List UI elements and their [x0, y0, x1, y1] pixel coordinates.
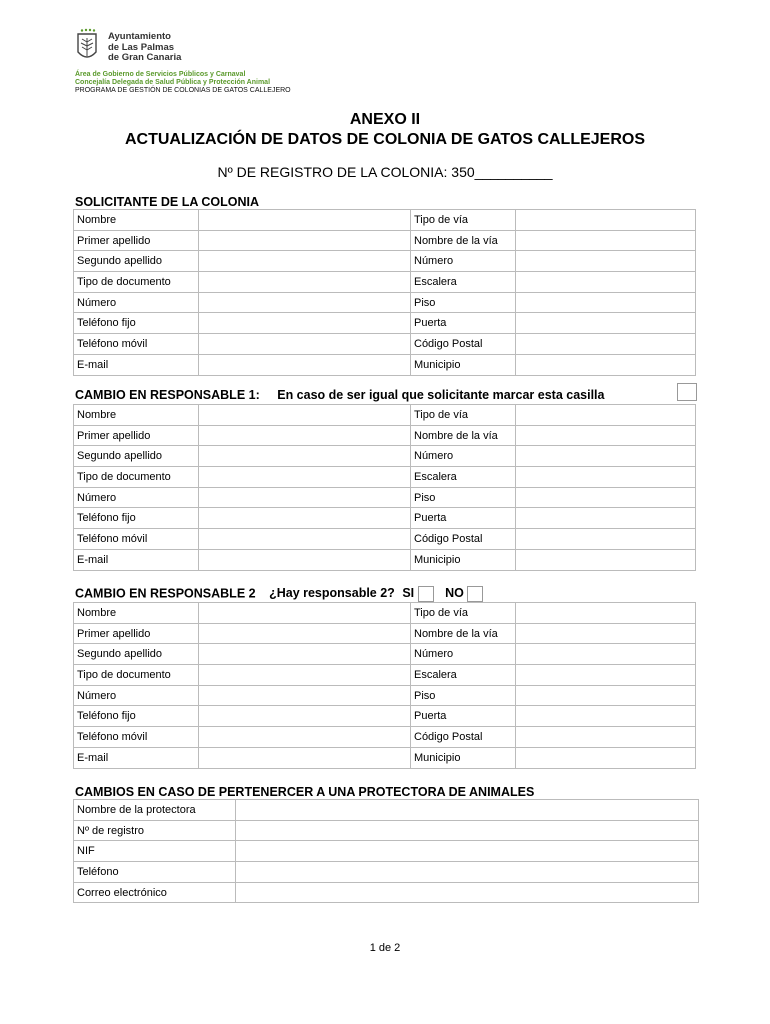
dept-area: Área de Gobierno de Servicios Públicos y Carnaval — [75, 71, 246, 78]
table-row — [74, 685, 696, 706]
field-label-codigo-postal: Código Postal — [411, 529, 516, 550]
field-label-primer-apellido: Primer apellido — [74, 623, 199, 644]
table-row — [74, 405, 696, 426]
table-row — [74, 603, 696, 624]
field-label-telefono: Teléfono — [74, 862, 236, 883]
department-lines — [75, 71, 291, 95]
table-row — [74, 623, 696, 644]
field-label-nombre: Nombre — [74, 603, 199, 624]
field-label-codigo-postal: Código Postal — [411, 727, 516, 748]
section-title-resp2 — [75, 586, 483, 602]
dept-programa: PROGRAMA DE GESTIÓN DE COLONIAS DE GATOS CALLEJERO — [75, 87, 291, 94]
field-label-telefono-fijo: Teléfono fijo — [74, 313, 199, 334]
field-input-nombre[interactable] — [199, 603, 411, 624]
table-row — [74, 841, 699, 862]
field-input-nombre-de-la-via[interactable] — [516, 623, 696, 644]
annex-heading: ANEXO II — [349, 111, 421, 128]
responsable1-table — [73, 404, 696, 571]
field-input-codigo-postal[interactable] — [516, 529, 696, 550]
resp2-si-label: SI — [402, 586, 415, 601]
field-label-primer-apellido: Primer apellido — [74, 425, 199, 446]
table-row — [74, 644, 696, 665]
field-input-puerta[interactable] — [516, 508, 696, 529]
field-input-e-mail[interactable] — [199, 354, 411, 375]
field-label-puerta: Puerta — [411, 313, 516, 334]
field-input-telefono-movil[interactable] — [199, 334, 411, 355]
field-label-numero: Número — [411, 446, 516, 467]
org-name-line: Ayuntamiento — [108, 31, 171, 42]
field-input-nombre[interactable] — [199, 210, 411, 231]
field-label-municipio: Municipio — [411, 549, 516, 570]
field-input-telefono-movil[interactable] — [199, 727, 411, 748]
field-input-tipo-de-via[interactable] — [516, 603, 696, 624]
field-input-puerta[interactable] — [516, 706, 696, 727]
field-input-segundo-apellido[interactable] — [199, 251, 411, 272]
field-input-numero[interactable] — [516, 644, 696, 665]
field-input-numero[interactable] — [199, 685, 411, 706]
field-input-escalera[interactable] — [516, 467, 696, 488]
field-input-telefono-fijo[interactable] — [199, 706, 411, 727]
field-input-escalera[interactable] — [516, 665, 696, 686]
field-label-nombre: Nombre — [74, 405, 199, 426]
table-row — [74, 313, 696, 334]
city-crest-icon — [76, 28, 98, 64]
field-label-tipo-de-via: Tipo de vía — [411, 405, 516, 426]
section-title-protectora: CAMBIOS EN CASO DE PERTENERCER A UNA PROTECTORA DE ANIMALES — [75, 785, 535, 799]
table-row — [74, 820, 699, 841]
table-row — [74, 529, 696, 550]
table-row — [74, 706, 696, 727]
table-row — [74, 727, 696, 748]
table-row — [74, 210, 696, 231]
field-input-codigo-postal[interactable] — [516, 727, 696, 748]
field-input-n-de-registro[interactable] — [236, 820, 699, 841]
resp1-title: CAMBIO EN RESPONSABLE 1: — [75, 388, 260, 402]
field-input-telefono-fijo[interactable] — [199, 313, 411, 334]
same-as-solicitante-checkbox[interactable] — [677, 383, 697, 401]
table-row — [74, 549, 696, 570]
table-row — [74, 882, 699, 903]
field-input-nombre-de-la-protectora[interactable] — [236, 800, 699, 821]
table-row — [74, 446, 696, 467]
field-label-escalera: Escalera — [411, 665, 516, 686]
field-input-telefono-fijo[interactable] — [199, 508, 411, 529]
table-row — [74, 425, 696, 446]
field-label-escalera: Escalera — [411, 467, 516, 488]
resp2-no-checkbox[interactable] — [467, 586, 483, 602]
field-input-telefono[interactable] — [236, 862, 699, 883]
field-label-telefono-fijo: Teléfono fijo — [74, 706, 199, 727]
field-label-segundo-apellido: Segundo apellido — [74, 644, 199, 665]
field-label-numero: Número — [74, 292, 199, 313]
field-input-nombre[interactable] — [199, 405, 411, 426]
field-input-tipo-de-via[interactable] — [516, 210, 696, 231]
table-row — [74, 665, 696, 686]
section-title-resp1 — [75, 388, 604, 402]
field-label-escalera: Escalera — [411, 272, 516, 293]
field-input-nombre-de-la-via[interactable] — [516, 230, 696, 251]
field-input-codigo-postal[interactable] — [516, 334, 696, 355]
table-row — [74, 334, 696, 355]
field-label-piso: Piso — [411, 487, 516, 508]
field-label-correo-electronico: Correo electrónico — [74, 882, 236, 903]
field-label-numero: Número — [411, 644, 516, 665]
field-label-tipo-de-documento: Tipo de documento — [74, 467, 199, 488]
field-label-puerta: Puerta — [411, 508, 516, 529]
document-title: ACTUALIZACIÓN DE DATOS DE COLONIA DE GATOS CALLEJEROS — [124, 131, 646, 148]
resp2-no-label: NO — [445, 586, 464, 601]
field-input-e-mail[interactable] — [199, 747, 411, 768]
field-input-piso[interactable] — [516, 292, 696, 313]
table-row — [74, 251, 696, 272]
field-label-n-de-registro: Nº de registro — [74, 820, 236, 841]
field-input-telefono-movil[interactable] — [199, 529, 411, 550]
field-label-tipo-de-via: Tipo de vía — [411, 210, 516, 231]
field-label-piso: Piso — [411, 292, 516, 313]
field-label-segundo-apellido: Segundo apellido — [74, 446, 199, 467]
field-input-numero[interactable] — [516, 251, 696, 272]
table-row — [74, 272, 696, 293]
field-label-numero: Número — [74, 685, 199, 706]
field-label-codigo-postal: Código Postal — [411, 334, 516, 355]
field-input-nif[interactable] — [236, 841, 699, 862]
field-label-e-mail: E-mail — [74, 354, 199, 375]
resp2-title: CAMBIO EN RESPONSABLE 2 — [75, 586, 256, 601]
org-name — [108, 32, 181, 64]
field-label-nif: NIF — [74, 841, 236, 862]
field-input-tipo-de-documento[interactable] — [199, 272, 411, 293]
field-label-telefono-movil: Teléfono móvil — [74, 529, 199, 550]
field-input-numero[interactable] — [199, 487, 411, 508]
field-input-numero[interactable] — [199, 292, 411, 313]
field-input-municipio[interactable] — [516, 549, 696, 570]
field-input-puerta[interactable] — [516, 313, 696, 334]
field-input-escalera[interactable] — [516, 272, 696, 293]
field-label-nombre-de-la-via: Nombre de la vía — [411, 623, 516, 644]
field-input-tipo-de-via[interactable] — [516, 405, 696, 426]
field-label-e-mail: E-mail — [74, 747, 199, 768]
field-input-municipio[interactable] — [516, 354, 696, 375]
page-number: 1 de 2 — [369, 942, 401, 954]
field-label-nombre: Nombre — [74, 210, 199, 231]
table-row — [74, 292, 696, 313]
field-label-telefono-movil: Teléfono móvil — [74, 727, 199, 748]
field-label-numero: Número — [411, 251, 516, 272]
field-label-piso: Piso — [411, 685, 516, 706]
field-label-puerta: Puerta — [411, 706, 516, 727]
field-label-tipo-de-documento: Tipo de documento — [74, 272, 199, 293]
field-label-municipio: Municipio — [411, 747, 516, 768]
field-input-piso[interactable] — [516, 487, 696, 508]
field-input-primer-apellido[interactable] — [199, 230, 411, 251]
field-input-nombre-de-la-via[interactable] — [516, 425, 696, 446]
field-label-segundo-apellido: Segundo apellido — [74, 251, 199, 272]
table-row — [74, 800, 699, 821]
solicitante-table — [73, 209, 696, 376]
field-label-municipio: Municipio — [411, 354, 516, 375]
org-name-line: de Gran Canaria — [108, 52, 182, 63]
field-label-nombre-de-la-via: Nombre de la vía — [411, 425, 516, 446]
field-label-telefono-fijo: Teléfono fijo — [74, 508, 199, 529]
protectora-table — [73, 799, 699, 903]
field-input-correo-electronico[interactable] — [236, 882, 699, 903]
field-input-piso[interactable] — [516, 685, 696, 706]
field-input-tipo-de-documento[interactable] — [199, 467, 411, 488]
field-label-e-mail: E-mail — [74, 549, 199, 570]
field-input-e-mail[interactable] — [199, 549, 411, 570]
field-label-numero: Número — [74, 487, 199, 508]
colony-registration-number: Nº DE REGISTRO DE LA COLONIA: 350__________ — [217, 164, 553, 180]
field-input-municipio[interactable] — [516, 747, 696, 768]
table-row — [74, 354, 696, 375]
field-input-segundo-apellido[interactable] — [199, 644, 411, 665]
field-input-segundo-apellido[interactable] — [199, 446, 411, 467]
field-input-tipo-de-documento[interactable] — [199, 665, 411, 686]
table-row — [74, 467, 696, 488]
field-input-primer-apellido[interactable] — [199, 623, 411, 644]
field-input-numero[interactable] — [516, 446, 696, 467]
table-row — [74, 747, 696, 768]
field-label-tipo-de-via: Tipo de vía — [411, 603, 516, 624]
resp2-question: ¿Hay responsable 2? — [269, 586, 395, 601]
table-row — [74, 862, 699, 883]
table-row — [74, 230, 696, 251]
resp2-si-checkbox[interactable] — [418, 586, 434, 602]
section-title-solicitante: SOLICITANTE DE LA COLONIA — [75, 195, 260, 209]
field-label-telefono-movil: Teléfono móvil — [74, 334, 199, 355]
field-label-primer-apellido: Primer apellido — [74, 230, 199, 251]
org-name-line: de Las Palmas — [108, 41, 175, 53]
table-row — [74, 508, 696, 529]
resp1-same-note: En caso de ser igual que solicitante marcar esta casilla — [277, 388, 605, 402]
responsable2-table — [73, 602, 696, 769]
field-label-tipo-de-documento: Tipo de documento — [74, 665, 199, 686]
table-row — [74, 487, 696, 508]
dept-concejalia: Concejalía Delegada de Salud Pública y Protección Animal — [75, 79, 271, 86]
field-label-nombre-de-la-protectora: Nombre de la protectora — [74, 800, 236, 821]
field-input-primer-apellido[interactable] — [199, 425, 411, 446]
field-label-nombre-de-la-via: Nombre de la vía — [411, 230, 516, 251]
